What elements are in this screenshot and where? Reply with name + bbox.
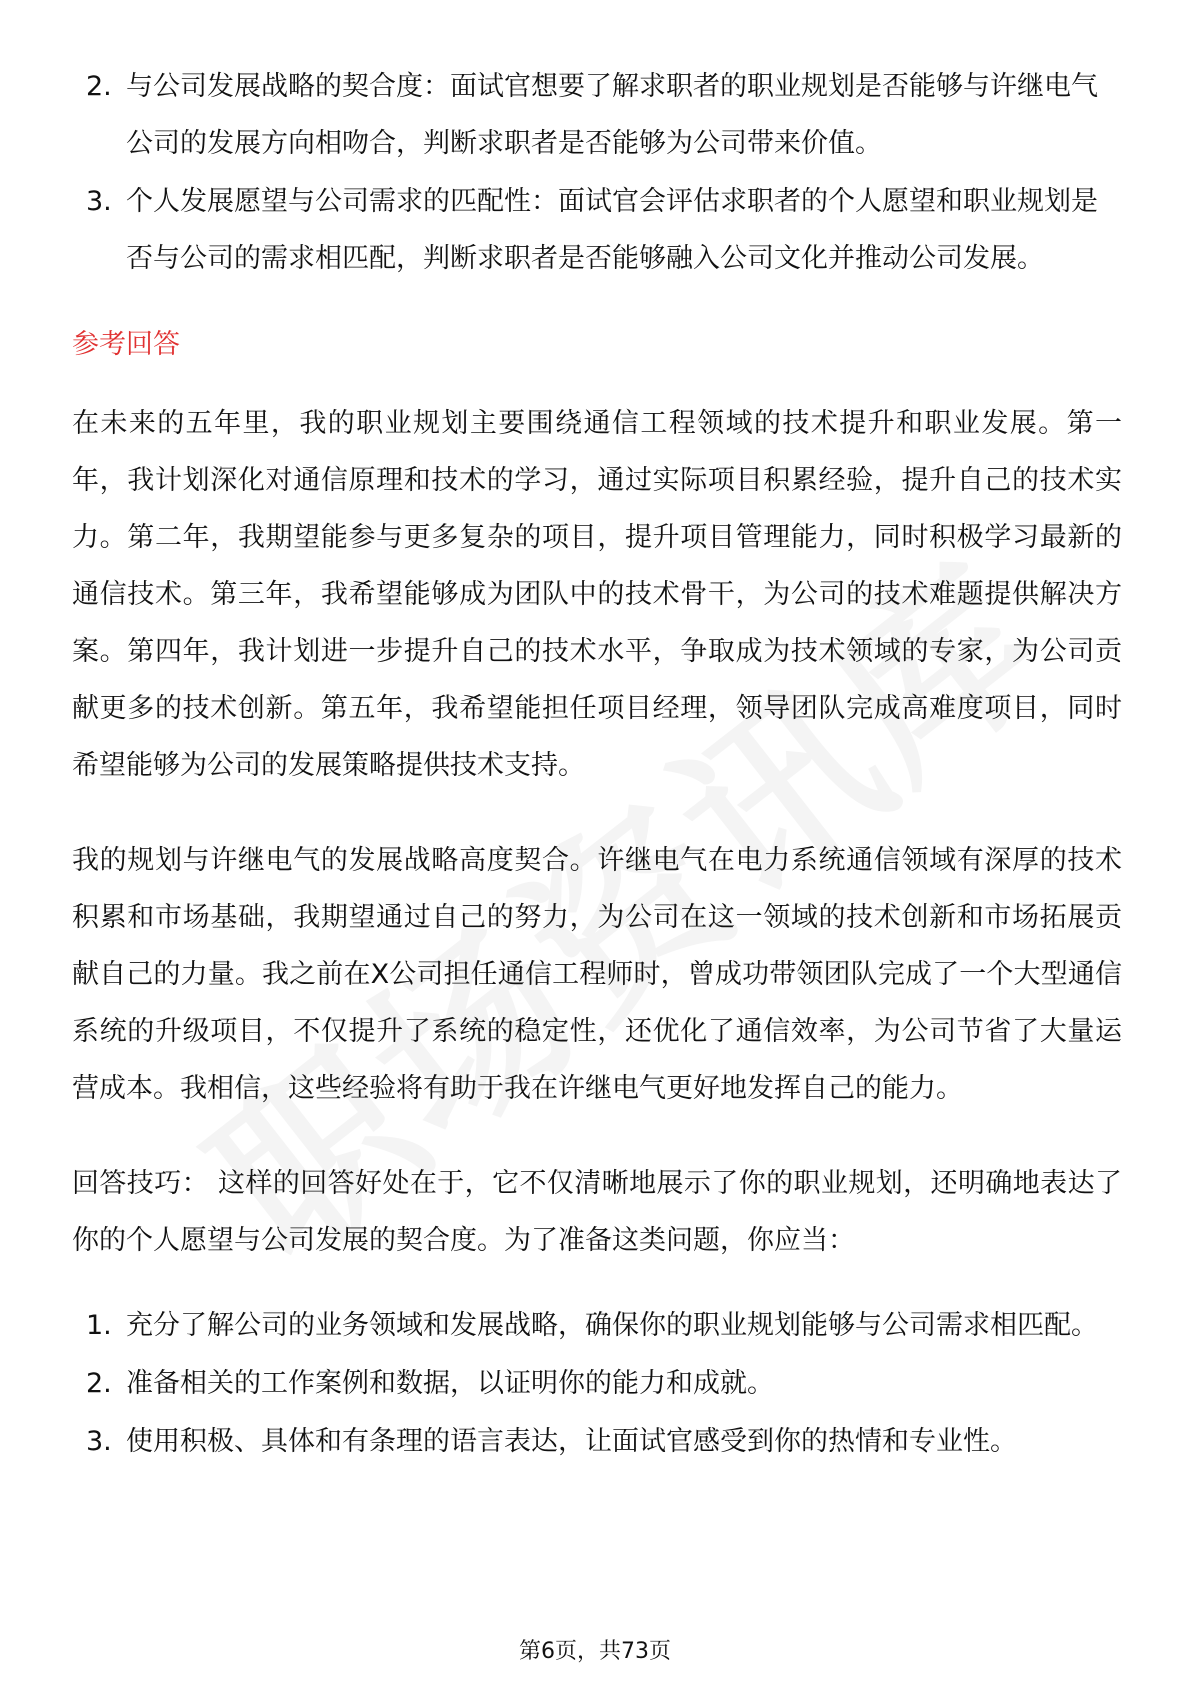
paragraph: 在未来的五年里，我的职业规划主要围绕通信工程领域的技术提升和职业发展。第一年，我计划深化对通信原理和技术的学习，通过实际项目积累经验，提升自己的技术实力。第二年，我期望能参与更多复杂的项目，提升项目管理能力，同时积极学习最新的通信技术。第三年，我希望能够成为团队中的技术骨干，为公司的技术难题提供解决方案。第四年，我计划进一步提升自己的技术水平，争取成为技术领域的专家，为公司贡献更多的技术创新。第五年，我希望能担任项目经理，领导团队完成高难度项目，同时希望能够为公司的发展策略提供技术支持。 [72, 408, 1122, 781]
list-text: 准备相关的工作案例和数据，以证明你的能力和成就。 [126, 1368, 774, 1399]
paragraph: 我的规划与许继电气的发展战略高度契合。许继电气在电力系统通信领域有深厚的技术积累和市场基础，我期望通过自己的努力，为公司在这一领域的技术创新和市场拓展贡献自己的力量。我之前在X公司担任通信工程师时，曾成功带领团队完成了一个大型通信系统的升级项目，不仅提升了系统的稳定性，还优化了通信效率，为公司节省了大量运营成本。我相信，这些经验将有助于我在许继电气更好地发挥自己的能力。 [72, 845, 1122, 1104]
list-item [72, 1355, 1122, 1412]
list-item [72, 173, 1122, 287]
list-number: 3. [86, 186, 112, 217]
tips-list [72, 1297, 1122, 1470]
section-heading: 参考回答 [72, 329, 180, 360]
list-item [72, 1413, 1122, 1470]
document-body [72, 58, 1122, 1471]
intro-list [72, 58, 1122, 287]
list-text: 使用积极、具体和有条理的语言表达，让面试官感受到你的热情和专业性。 [126, 1426, 1017, 1457]
list-number: 3. [86, 1426, 112, 1457]
list-number: 1. [86, 1310, 112, 1341]
list-text: 充分了解公司的业务领域和发展战略，确保你的职业规划能够与公司需求相匹配。 [126, 1310, 1098, 1341]
list-number: 2. [86, 71, 112, 102]
page-footer: 第6页，共73页 [519, 1639, 671, 1664]
list-number: 2. [86, 1368, 112, 1399]
list-text: 与公司发展战略的契合度：面试官想要了解求职者的职业规划是否能够与许继电气公司的发展方向相吻合，判断求职者是否能够为公司带来价值。 [126, 71, 1098, 159]
list-text: 个人发展愿望与公司需求的匹配性：面试官会评估求职者的个人愿望和职业规划是否与公司的需求相匹配，判断求职者是否能够融入公司文化并推动公司发展。 [126, 186, 1098, 274]
list-item [72, 1297, 1122, 1354]
list-item [72, 58, 1122, 172]
answer-tips-paragraph: 回答技巧： 这样的回答好处在于，它不仅清晰地展示了你的职业规划，还明确地表达了你的个人愿望与公司发展的契合度。为了准备这类问题，你应当： [72, 1168, 1122, 1256]
